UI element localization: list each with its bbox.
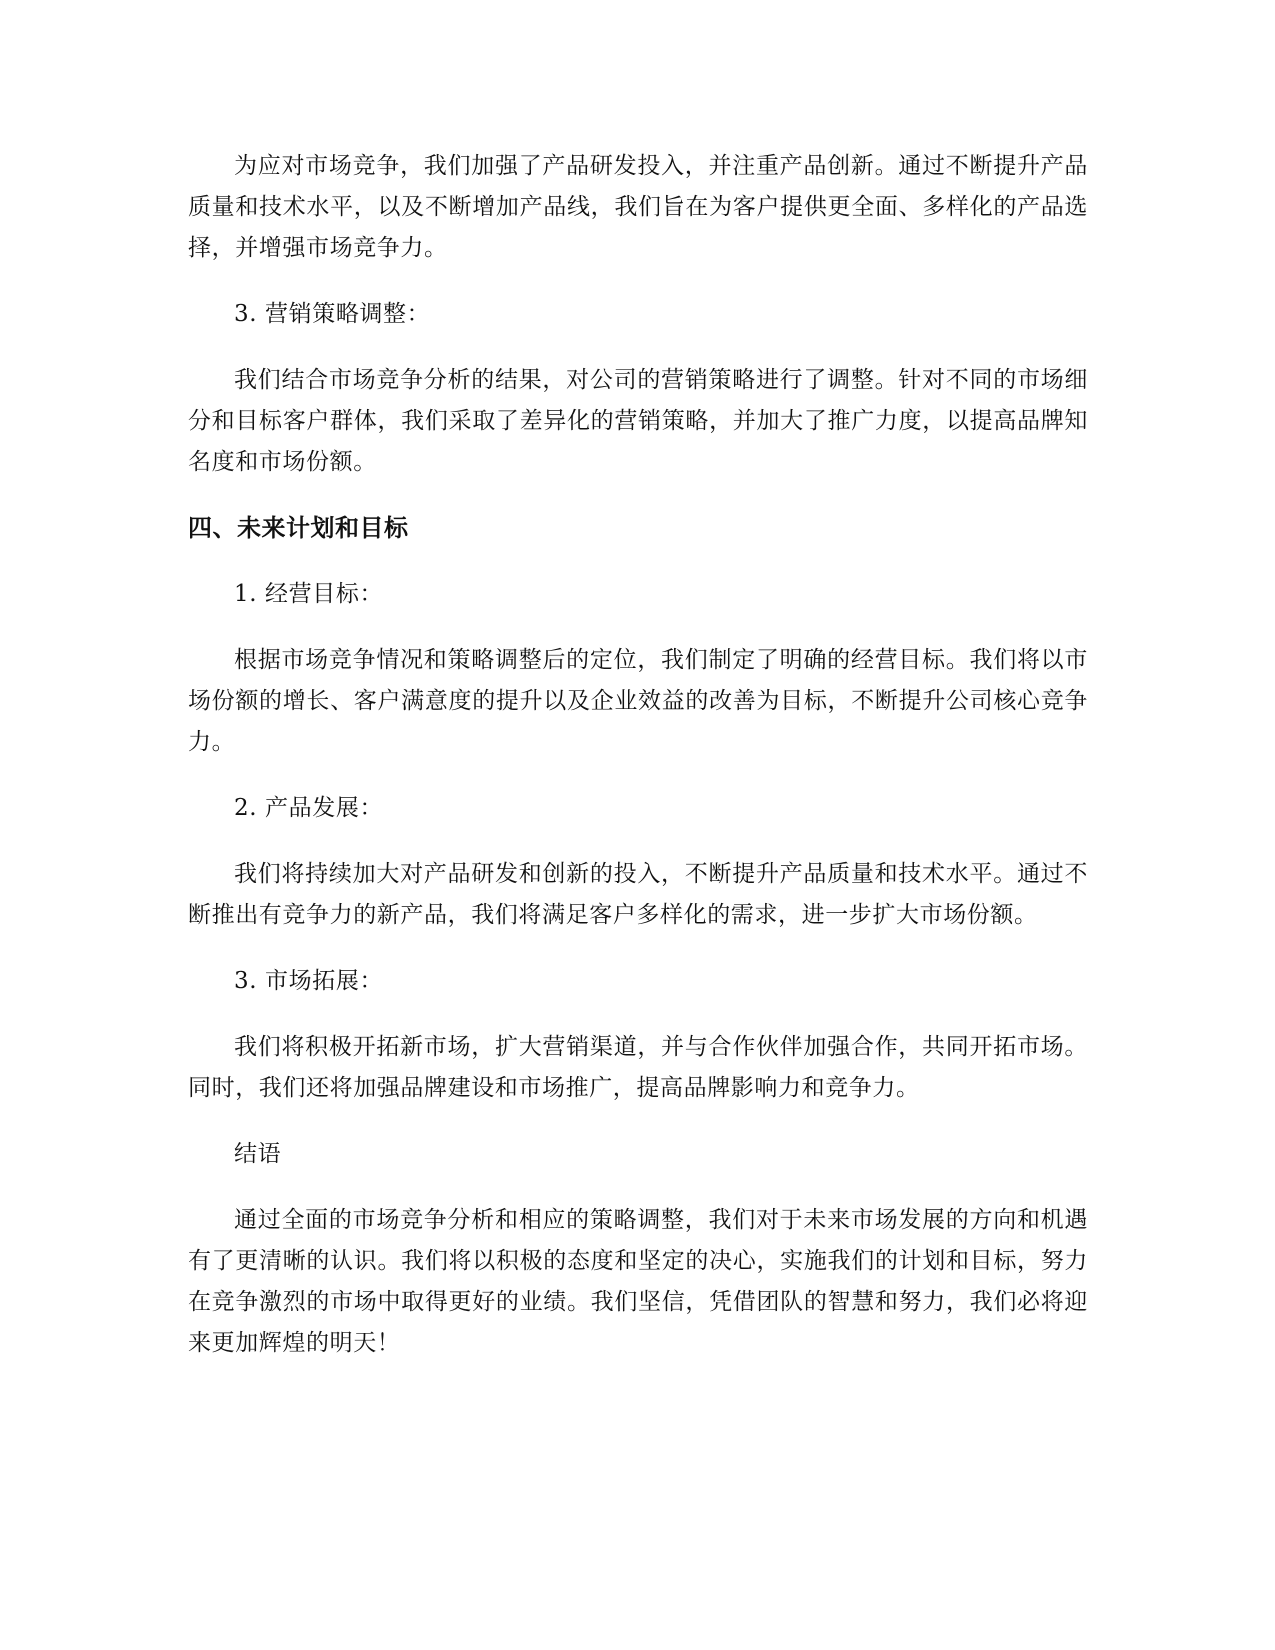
paragraph-market-expansion: 我们将积极开拓新市场，扩大营销渠道，并与合作伙伴加强合作，共同开拓市场。同时，我们还将加强品牌建设和市场推广，提高品牌影响力和竞争力。 xyxy=(188,1034,1088,1101)
paragraph-business-goals: 根据市场竞争情况和策略调整后的定位，我们制定了明确的经营目标。我们将以市场份额的增长、客户满意度的提升以及企业效益的改善为目标，不断提升公司核心竞争力。 xyxy=(188,647,1088,755)
paragraph-conclusion: 通过全面的市场竞争分析和相应的策略调整，我们对于未来市场发展的方向和机遇有了更清晰的认识。我们将以积极的态度和坚定的决心，实施我们的计划和目标，努力在竞争激烈的市场中取得更好的业绩。我们坚信，凭借团队的智慧和努力，我们必将迎来更加辉煌的明天！ xyxy=(188,1207,1088,1356)
conclusion-heading: 结语 xyxy=(234,1141,282,1167)
list-item-product-development: 2. 产品发展： xyxy=(234,795,384,821)
paragraph-product-development: 我们将持续加大对产品研发和创新的投入，不断提升产品质量和技术水平。通过不断推出有竞争力的新产品，我们将满足客户多样化的需求，进一步扩大市场份额。 xyxy=(188,861,1088,928)
list-item-business-goals: 1. 经营目标： xyxy=(234,581,384,607)
document-body xyxy=(188,146,1088,1364)
section-heading-future-plans: 四、未来计划和目标 xyxy=(188,514,409,542)
paragraph-marketing-adjustment: 我们结合市场竞争分析的结果，对公司的营销策略进行了调整。针对不同的市场细分和目标客户群体，我们采取了差异化的营销策略，并加大了推广力度，以提高品牌知名度和市场份额。 xyxy=(188,367,1088,475)
list-item-market-expansion: 3. 市场拓展： xyxy=(234,968,384,994)
list-item-marketing-strategy: 3. 营销策略调整： xyxy=(234,301,431,327)
paragraph-product-innovation: 为应对市场竞争，我们加强了产品研发投入，并注重产品创新。通过不断提升产品质量和技术水平，以及不断增加产品线，我们旨在为客户提供更全面、多样化的产品选择，并增强市场竞争力。 xyxy=(188,153,1088,261)
